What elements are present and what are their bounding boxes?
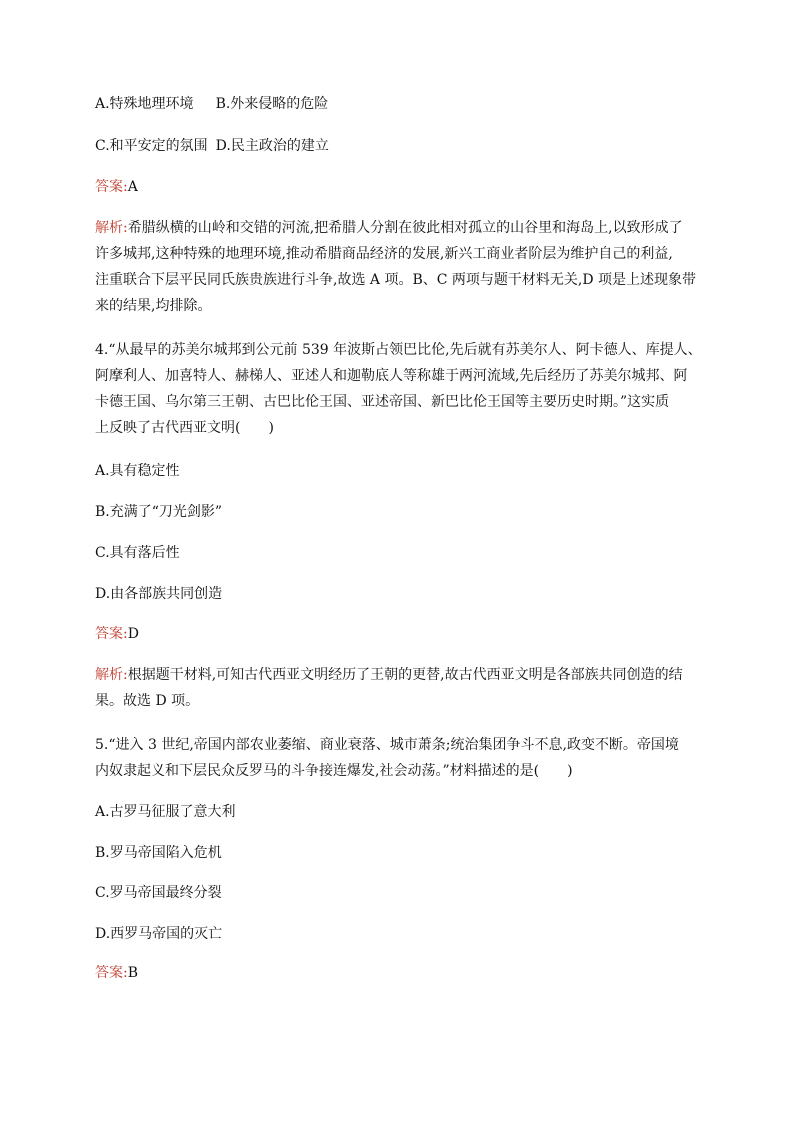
q4-option-c: C.具有落后性 [95, 545, 180, 561]
q4-option-d: D.由各部族共同创造 [95, 586, 223, 602]
q3-analysis-line-1 [95, 218, 683, 238]
q5-answer [95, 963, 138, 983]
q5-option-d: D.西罗马帝国的灭亡 [95, 926, 223, 942]
q5-option-b: B.罗马帝国陷入危机 [95, 845, 222, 861]
answer-value: D [127, 626, 139, 642]
q4-stem-line-1: 4.“从最早的苏美尔城邦到公元前 539 年波斯占领巴比伦,先后就有苏美尔人、阿卡德人、库提人、 [95, 342, 702, 358]
q4-stem-line-4: 上反映了古代西亚文明( ) [95, 420, 274, 436]
q3-analysis-line-3: 注重联合下层平民同氏族贵族进行斗争,故选 A 项。B、C 两项与题干材料无关,D 项是上述现象带 [95, 272, 697, 288]
q5-stem-line-2: 内奴隶起义和下层民众反罗马的斗争接连爆发,社会动荡。”材料描述的是( ) [95, 763, 573, 779]
q5-option-c: C.罗马帝国最终分裂 [95, 885, 222, 901]
q5-stem-line-1: 5.“进入 3 世纪,帝国内部农业萎缩、商业衰落、城市萧条;统治集团争斗不息,政变不断。帝国境 [95, 737, 679, 753]
answer-value: A [127, 179, 138, 195]
q4-option-a: A.具有稳定性 [95, 463, 180, 479]
q3-option-d: D.民主政治的建立 [215, 138, 329, 154]
answer-value: B [127, 965, 139, 981]
q3-analysis-line-4: 来的结果,均排除。 [95, 298, 212, 314]
q3-option-c: C.和平安定的氛围 [95, 138, 208, 154]
answer-label: 答案: [95, 626, 128, 642]
analysis-label: 解析: [95, 667, 128, 683]
answer-label: 答案: [95, 179, 128, 195]
q4-stem-line-2: 阿摩利人、加喜特人、赫梯人、亚述人和迦勒底人等称雄于两河流域,先后经历了苏美尔城邦、阿 [95, 368, 688, 384]
q3-analysis-line-2: 许多城邦,这种特殊的地理环境,推动希腊商品经济的发展,新兴工商业者阶层为维护自己的利益, [95, 246, 673, 262]
q3-answer [95, 177, 138, 197]
q3-options-row-1 [95, 94, 328, 114]
answer-label: 答案: [95, 965, 128, 981]
q4-analysis-line-2: 果。故选 D 项。 [95, 693, 200, 709]
q4-analysis-line-1 [95, 665, 683, 685]
q4-option-b: B.充满了“刀光剑影” [95, 504, 223, 520]
analysis-text: 希腊纵横的山岭和交错的河流,把希腊人分割在彼此相对孤立的山谷里和海岛上,以致形成了 [127, 220, 683, 236]
analysis-label: 解析: [95, 220, 128, 236]
q3-options-row-2 [95, 136, 329, 156]
q4-answer [95, 624, 139, 644]
q3-option-b: B.外来侵略的危险 [215, 96, 329, 112]
q3-option-a: A.特殊地理环境 [95, 96, 194, 112]
analysis-text: 根据题干材料,可知古代西亚文明经历了王朝的更替,故古代西亚文明是各部族共同创造的结 [127, 667, 683, 683]
q5-option-a: A.古罗马征服了意大利 [95, 804, 236, 820]
q4-stem-line-3: 卡德王国、乌尔第三王朝、古巴比伦王国、亚述帝国、新巴比伦王国等主要历史时期。”这实质 [95, 394, 670, 410]
